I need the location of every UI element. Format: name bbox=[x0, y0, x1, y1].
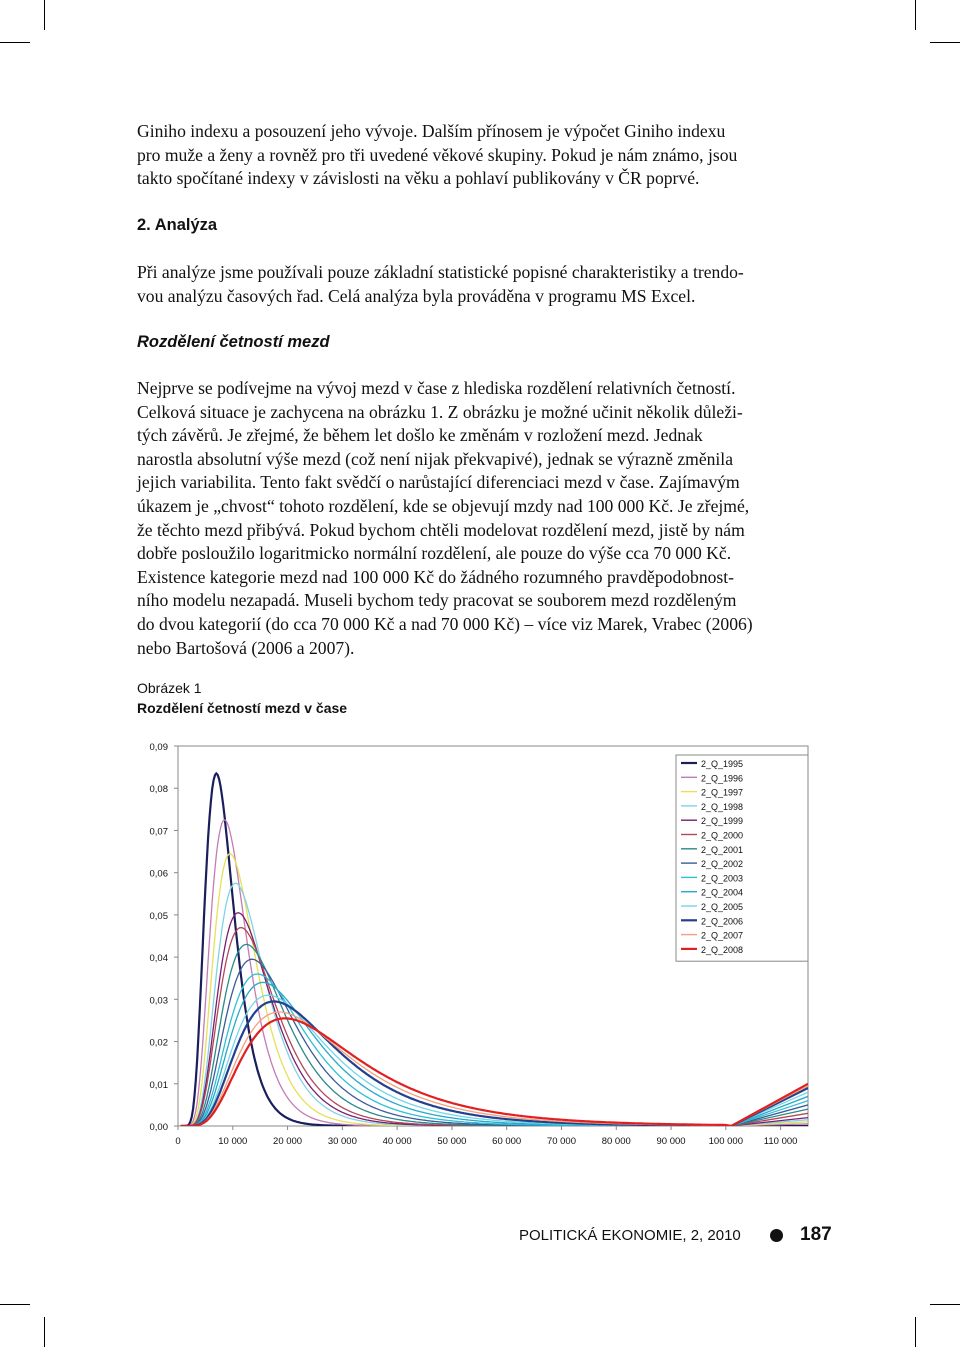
text-line: úkazem je „chvost“ tohoto rozdělení, kde se objevují mzdy nad 100 000 Kč. Je zřejmé, bbox=[137, 495, 750, 516]
text-line: tých závěrů. Je zřejmé, že během let došlo ke změnám v rozložení mezd. Jednak bbox=[137, 425, 703, 446]
figure-label: Obrázek 1 bbox=[137, 680, 202, 696]
legend-label: 2_Q_2004 bbox=[701, 887, 744, 898]
wage-distribution-chart bbox=[120, 735, 840, 1155]
y-tick-label: 0,09 bbox=[149, 742, 168, 753]
text-line: Giniho indexu a posouzení jeho vývoje. Dalším přínosem je výpočet Giniho indexu bbox=[137, 121, 726, 141]
text-line: Existence kategorie mezd nad 100 000 Kč do žádného rozumného pravděpodobnost- bbox=[137, 566, 735, 587]
legend-label: 2_Q_2002 bbox=[701, 859, 744, 870]
legend-label: 2_Q_2001 bbox=[701, 844, 744, 855]
legend-label: 2_Q_1998 bbox=[701, 801, 744, 812]
y-tick-label: 0,08 bbox=[149, 784, 168, 796]
text-line: narostla absolutní výše mezd (což není nijak překvapivé), jednak se výrazně změnila bbox=[137, 448, 734, 469]
legend-label: 2_Q_1999 bbox=[701, 816, 744, 827]
legend-label: 2_Q_1996 bbox=[701, 773, 744, 784]
crop-mark bbox=[44, 0, 45, 30]
crop-mark bbox=[0, 1304, 30, 1305]
x-tick-label: 20 000 bbox=[273, 1136, 303, 1147]
crop-mark bbox=[44, 1317, 45, 1347]
legend-label: 2_Q_2000 bbox=[701, 830, 744, 841]
legend-label: 2_Q_2007 bbox=[701, 930, 744, 941]
crop-mark bbox=[930, 1304, 960, 1305]
y-tick-label: 0,05 bbox=[149, 910, 168, 922]
text-line: Nejprve se podívejme na vývoj mezd v čase z hlediska rozdělení relativních četností. bbox=[137, 378, 736, 398]
legend-label: 2_Q_2005 bbox=[701, 902, 744, 912]
crop-mark bbox=[0, 42, 30, 43]
paragraph-analysis bbox=[137, 261, 837, 308]
x-tick-label: 50 000 bbox=[437, 1136, 467, 1147]
x-tick-label: 100 000 bbox=[708, 1136, 743, 1147]
y-tick-label: 0,06 bbox=[149, 868, 168, 880]
text-line: vou analýzu časových řad. Celá analýza byla prováděna v programu MS Excel. bbox=[137, 285, 696, 306]
crop-mark bbox=[930, 42, 960, 43]
legend-label: 2_Q_1997 bbox=[701, 787, 744, 798]
legend-label: 2_Q_2008 bbox=[701, 944, 744, 955]
legend-label: 2_Q_2003 bbox=[701, 873, 744, 884]
text-line: že těchto mezd přibývá. Pokud bychom chtěli modelovat rozdělení mezd, jistě by nám bbox=[137, 519, 745, 540]
subsection-heading: Rozdělení četností mezd bbox=[137, 333, 330, 351]
x-tick-label: 110 000 bbox=[763, 1136, 798, 1147]
x-tick-label: 80 000 bbox=[601, 1136, 631, 1147]
x-tick-label: 70 000 bbox=[546, 1136, 577, 1147]
text-line: ního modelu nezapadá. Museli bychom tedy pracovat se souborem mezd rozděleným bbox=[137, 590, 737, 611]
crop-mark bbox=[915, 0, 916, 30]
y-tick-label: 0,02 bbox=[149, 1037, 168, 1049]
x-tick-label: 40 000 bbox=[382, 1136, 412, 1147]
page-number: 187 bbox=[800, 1224, 832, 1245]
text-line: Celková situace je zachycena na obrázku 1. Z obrázku je možné učinit několik důleži- bbox=[137, 401, 743, 422]
y-tick-label: 0,03 bbox=[149, 995, 168, 1007]
text-line: dobře posloužilo logaritmicko normální rozdělení, ale pouze do výše cca 70 000 Kč. bbox=[137, 543, 732, 564]
section-heading: 2. Analýza bbox=[137, 216, 218, 234]
text-line: jejich variabilita. Tento fakt svědčí o narůstající diferenciaci mezd v čase. Zajímavým bbox=[137, 472, 740, 493]
y-tick-label: 0,01 bbox=[149, 1079, 168, 1091]
bullet-dot-icon bbox=[770, 1229, 783, 1242]
y-tick-label: 0,04 bbox=[149, 953, 168, 965]
x-tick-label: 0 bbox=[175, 1136, 181, 1147]
x-tick-label: 10 000 bbox=[218, 1136, 248, 1147]
x-tick-label: 60 000 bbox=[492, 1136, 522, 1147]
x-tick-label: 30 000 bbox=[327, 1136, 357, 1147]
text-line: takto spočítané indexy v závislosti na věku a pohlaví publikovány v ČR poprvé. bbox=[137, 168, 700, 189]
y-tick-label: 0,07 bbox=[149, 826, 168, 838]
y-tick-label: 0,00 bbox=[149, 1122, 168, 1133]
journal-name: POLITICKÁ EKONOMIE, 2, 2010 bbox=[519, 1227, 741, 1244]
text-line: Při analýze jsme používali pouze základní statistické popisné charakteristiky a trendo- bbox=[137, 262, 744, 282]
figure-title: Rozdělení četností mezd v čase bbox=[137, 700, 348, 716]
text-line: pro muže a ženy a rovněž pro tři uvedené věkové skupiny. Pokud je nám známo, jsou bbox=[137, 144, 738, 165]
series-line-2_Q_2001 bbox=[181, 944, 808, 1126]
paragraph-intro bbox=[137, 120, 837, 191]
text-line: do dvou kategorií (do cca 70 000 Kč a nad 70 000 Kč) – více viz Marek, Vrabec (2006) bbox=[137, 613, 753, 634]
legend-label: 2_Q_2006 bbox=[701, 916, 744, 927]
text-line: nebo Bartošová (2006 a 2007). bbox=[137, 637, 355, 658]
paragraph-distribution bbox=[137, 377, 837, 660]
crop-mark bbox=[915, 1317, 916, 1347]
legend-label: 2_Q_1995 bbox=[701, 759, 744, 769]
x-tick-label: 90 000 bbox=[656, 1136, 686, 1147]
